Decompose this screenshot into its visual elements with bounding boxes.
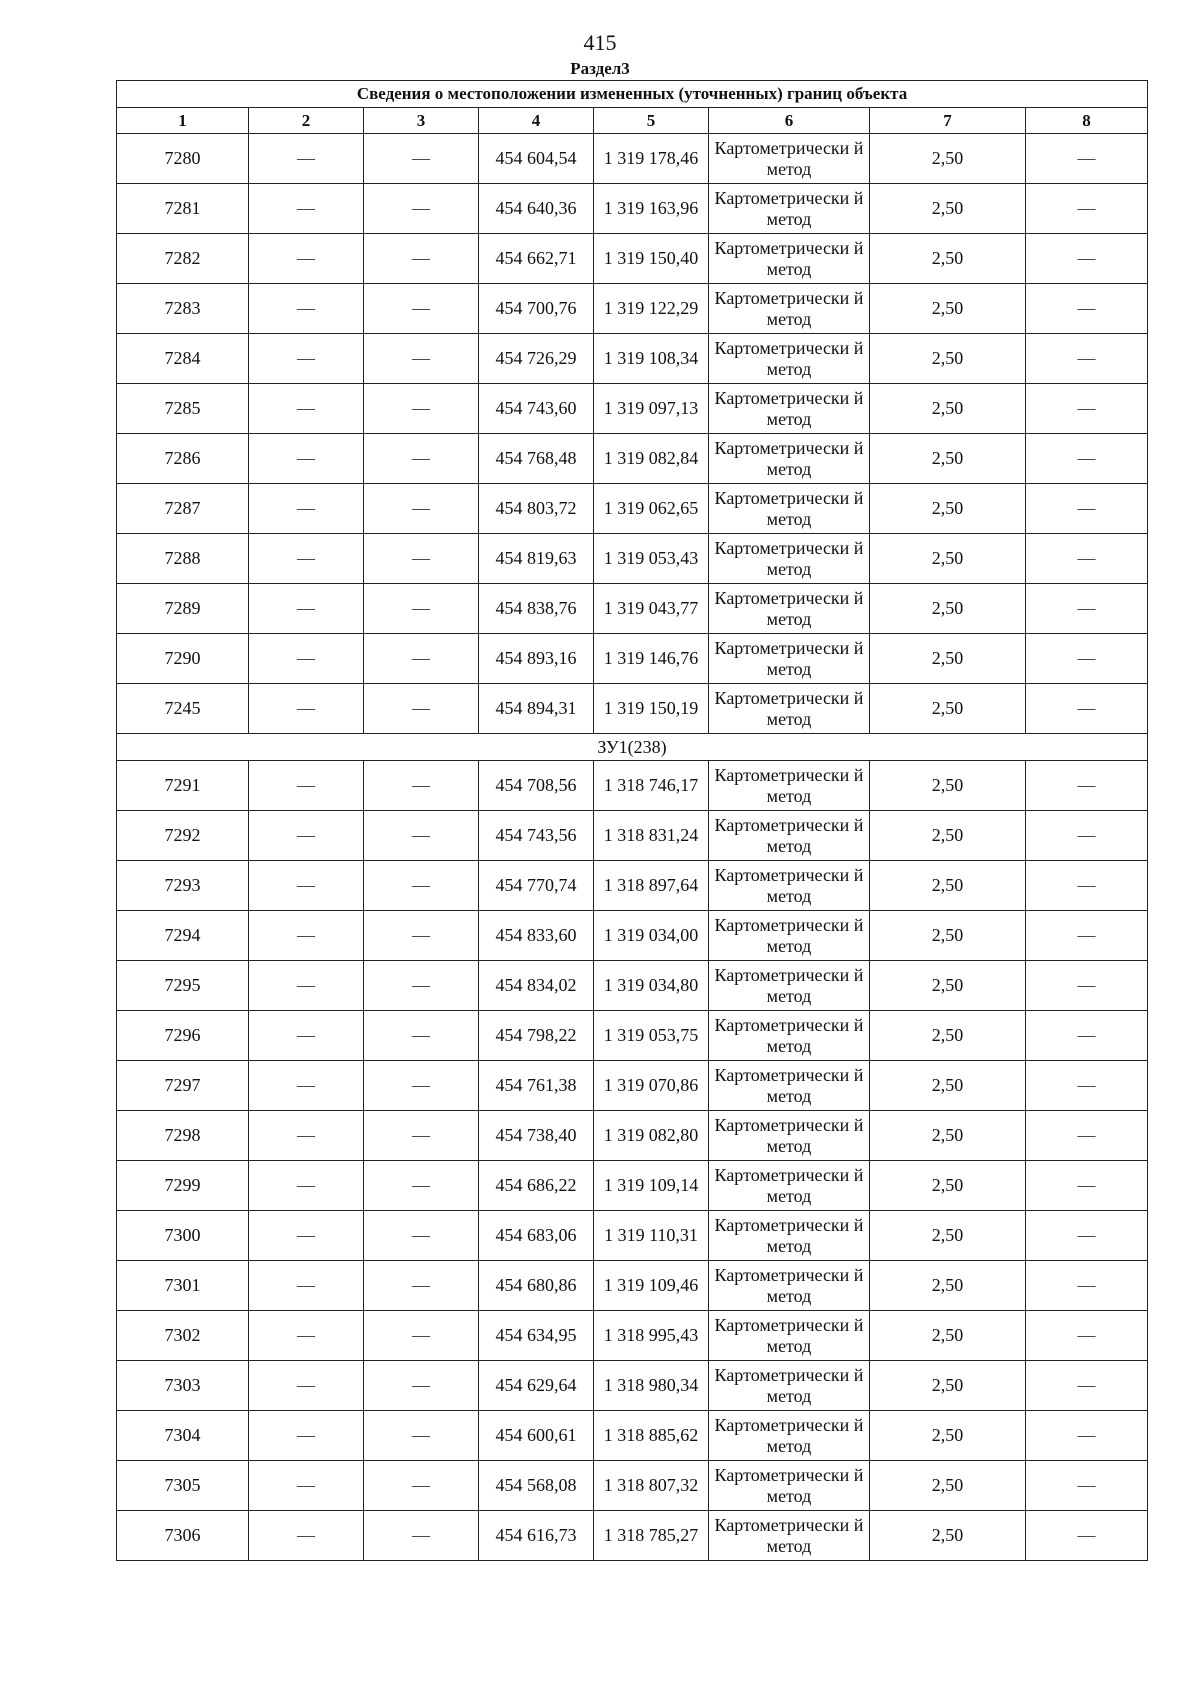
point-number-cell: 7282 bbox=[117, 234, 249, 284]
y-coordinate-cell: 1 319 150,19 bbox=[594, 684, 709, 734]
accuracy-cell: 2,50 bbox=[870, 1161, 1026, 1211]
y-coordinate-cell: 1 319 053,43 bbox=[594, 534, 709, 584]
table-row bbox=[117, 1361, 1148, 1411]
column-8-cell: — bbox=[1026, 284, 1148, 334]
accuracy-cell: 2,50 bbox=[870, 861, 1026, 911]
method-cell: Картометрически й метод bbox=[709, 484, 870, 534]
y-coordinate-cell: 1 318 785,27 bbox=[594, 1511, 709, 1561]
column-8-cell: — bbox=[1026, 861, 1148, 911]
column-3-cell: — bbox=[364, 584, 479, 634]
x-coordinate-cell: 454 894,31 bbox=[479, 684, 594, 734]
x-coordinate-cell: 454 743,60 bbox=[479, 384, 594, 434]
point-number-cell: 7299 bbox=[117, 1161, 249, 1211]
column-2-cell: — bbox=[249, 334, 364, 384]
column-8-cell: — bbox=[1026, 434, 1148, 484]
accuracy-cell: 2,50 bbox=[870, 384, 1026, 434]
x-coordinate-cell: 454 768,48 bbox=[479, 434, 594, 484]
column-3-cell: — bbox=[364, 534, 479, 584]
accuracy-cell: 2,50 bbox=[870, 1311, 1026, 1361]
accuracy-cell: 2,50 bbox=[870, 1261, 1026, 1311]
accuracy-cell: 2,50 bbox=[870, 1111, 1026, 1161]
method-cell: Картометрически й метод bbox=[709, 961, 870, 1011]
column-2-cell: — bbox=[249, 1311, 364, 1361]
point-number-cell: 7291 bbox=[117, 761, 249, 811]
method-cell: Картометрически й метод bbox=[709, 761, 870, 811]
table-row bbox=[117, 1311, 1148, 1361]
x-coordinate-cell: 454 708,56 bbox=[479, 761, 594, 811]
point-number-cell: 7293 bbox=[117, 861, 249, 911]
accuracy-cell: 2,50 bbox=[870, 1411, 1026, 1461]
column-8-cell: — bbox=[1026, 1011, 1148, 1061]
table-row bbox=[117, 234, 1148, 284]
x-coordinate-cell: 454 604,54 bbox=[479, 134, 594, 184]
table-row bbox=[117, 861, 1148, 911]
table-row bbox=[117, 1061, 1148, 1111]
table-row bbox=[117, 384, 1148, 434]
table-caption: Сведения о местоположении измененных (уточненных) границ объекта bbox=[117, 81, 1148, 108]
column-8-cell: — bbox=[1026, 1211, 1148, 1261]
column-3-cell: — bbox=[364, 811, 479, 861]
column-2-cell: — bbox=[249, 1061, 364, 1111]
method-cell: Картометрически й метод bbox=[709, 1161, 870, 1211]
column-8-cell: — bbox=[1026, 1411, 1148, 1461]
point-number-cell: 7306 bbox=[117, 1511, 249, 1561]
column-3-cell: — bbox=[364, 634, 479, 684]
y-coordinate-cell: 1 319 034,80 bbox=[594, 961, 709, 1011]
accuracy-cell: 2,50 bbox=[870, 961, 1026, 1011]
column-8-cell: — bbox=[1026, 1361, 1148, 1411]
x-coordinate-cell: 454 700,76 bbox=[479, 284, 594, 334]
column-number: 2 bbox=[249, 108, 364, 134]
point-number-cell: 7283 bbox=[117, 284, 249, 334]
y-coordinate-cell: 1 319 163,96 bbox=[594, 184, 709, 234]
y-coordinate-cell: 1 318 995,43 bbox=[594, 1311, 709, 1361]
column-3-cell: — bbox=[364, 1161, 479, 1211]
column-3-cell: — bbox=[364, 911, 479, 961]
accuracy-cell: 2,50 bbox=[870, 1061, 1026, 1111]
column-2-cell: — bbox=[249, 584, 364, 634]
column-2-cell: — bbox=[249, 761, 364, 811]
x-coordinate-cell: 454 738,40 bbox=[479, 1111, 594, 1161]
column-2-cell: — bbox=[249, 1511, 364, 1561]
table-row bbox=[117, 961, 1148, 1011]
page-number: 415 bbox=[583, 30, 617, 55]
y-coordinate-cell: 1 319 178,46 bbox=[594, 134, 709, 184]
column-3-cell: — bbox=[364, 434, 479, 484]
x-coordinate-cell: 454 726,29 bbox=[479, 334, 594, 384]
column-2-cell: — bbox=[249, 1261, 364, 1311]
column-3-cell: — bbox=[364, 861, 479, 911]
y-coordinate-cell: 1 318 980,34 bbox=[594, 1361, 709, 1411]
y-coordinate-cell: 1 319 150,40 bbox=[594, 234, 709, 284]
point-number-cell: 7281 bbox=[117, 184, 249, 234]
accuracy-cell: 2,50 bbox=[870, 634, 1026, 684]
table-row bbox=[117, 434, 1148, 484]
y-coordinate-cell: 1 319 122,29 bbox=[594, 284, 709, 334]
column-2-cell: — bbox=[249, 234, 364, 284]
x-coordinate-cell: 454 819,63 bbox=[479, 534, 594, 584]
table-row bbox=[117, 484, 1148, 534]
x-coordinate-cell: 454 833,60 bbox=[479, 911, 594, 961]
column-number: 4 bbox=[479, 108, 594, 134]
method-cell: Картометрически й метод bbox=[709, 634, 870, 684]
x-coordinate-cell: 454 568,08 bbox=[479, 1461, 594, 1511]
method-cell: Картометрически й метод bbox=[709, 811, 870, 861]
method-cell: Картометрически й метод bbox=[709, 184, 870, 234]
column-2-cell: — bbox=[249, 384, 364, 434]
method-cell: Картометрически й метод bbox=[709, 1411, 870, 1461]
table-row bbox=[117, 811, 1148, 861]
y-coordinate-cell: 1 319 070,86 bbox=[594, 1061, 709, 1111]
point-number-cell: 7296 bbox=[117, 1011, 249, 1061]
column-2-cell: — bbox=[249, 1161, 364, 1211]
method-cell: Картометрически й метод bbox=[709, 1261, 870, 1311]
point-number-cell: 7305 bbox=[117, 1461, 249, 1511]
table-caption-row bbox=[117, 81, 1148, 108]
column-2-cell: — bbox=[249, 1111, 364, 1161]
method-cell: Картометрически й метод bbox=[709, 234, 870, 284]
column-2-cell: — bbox=[249, 1011, 364, 1061]
group-label: ЗУ1(238) bbox=[117, 734, 1148, 761]
x-coordinate-cell: 454 686,22 bbox=[479, 1161, 594, 1211]
column-8-cell: — bbox=[1026, 484, 1148, 534]
column-3-cell: — bbox=[364, 1011, 479, 1061]
y-coordinate-cell: 1 319 034,00 bbox=[594, 911, 709, 961]
y-coordinate-cell: 1 319 108,34 bbox=[594, 334, 709, 384]
column-2-cell: — bbox=[249, 134, 364, 184]
column-3-cell: — bbox=[364, 1361, 479, 1411]
method-cell: Картометрически й метод bbox=[709, 1311, 870, 1361]
table-row bbox=[117, 134, 1148, 184]
column-2-cell: — bbox=[249, 534, 364, 584]
table-row bbox=[117, 1261, 1148, 1311]
column-2-cell: — bbox=[249, 861, 364, 911]
y-coordinate-cell: 1 319 109,14 bbox=[594, 1161, 709, 1211]
point-number-cell: 7302 bbox=[117, 1311, 249, 1361]
column-number: 1 bbox=[117, 108, 249, 134]
accuracy-cell: 2,50 bbox=[870, 284, 1026, 334]
point-number-cell: 7289 bbox=[117, 584, 249, 634]
x-coordinate-cell: 454 834,02 bbox=[479, 961, 594, 1011]
column-3-cell: — bbox=[364, 1211, 479, 1261]
x-coordinate-cell: 454 761,38 bbox=[479, 1061, 594, 1111]
group-row bbox=[117, 734, 1148, 761]
accuracy-cell: 2,50 bbox=[870, 684, 1026, 734]
accuracy-cell: 2,50 bbox=[870, 1461, 1026, 1511]
point-number-cell: 7294 bbox=[117, 911, 249, 961]
point-number-cell: 7303 bbox=[117, 1361, 249, 1411]
method-cell: Картометрически й метод bbox=[709, 861, 870, 911]
column-2-cell: — bbox=[249, 1361, 364, 1411]
x-coordinate-cell: 454 838,76 bbox=[479, 584, 594, 634]
column-8-cell: — bbox=[1026, 584, 1148, 634]
column-number: 3 bbox=[364, 108, 479, 134]
column-2-cell: — bbox=[249, 1461, 364, 1511]
column-8-cell: — bbox=[1026, 911, 1148, 961]
accuracy-cell: 2,50 bbox=[870, 234, 1026, 284]
column-8-cell: — bbox=[1026, 811, 1148, 861]
column-3-cell: — bbox=[364, 484, 479, 534]
point-number-cell: 7285 bbox=[117, 384, 249, 434]
method-cell: Картометрически й метод bbox=[709, 684, 870, 734]
table-row bbox=[117, 761, 1148, 811]
x-coordinate-cell: 454 662,71 bbox=[479, 234, 594, 284]
x-coordinate-cell: 454 743,56 bbox=[479, 811, 594, 861]
x-coordinate-cell: 454 683,06 bbox=[479, 1211, 594, 1261]
method-cell: Картометрически й метод bbox=[709, 334, 870, 384]
column-3-cell: — bbox=[364, 961, 479, 1011]
x-coordinate-cell: 454 629,64 bbox=[479, 1361, 594, 1411]
accuracy-cell: 2,50 bbox=[870, 1361, 1026, 1411]
method-cell: Картометрически й метод bbox=[709, 1511, 870, 1561]
column-3-cell: — bbox=[364, 1261, 479, 1311]
accuracy-cell: 2,50 bbox=[870, 761, 1026, 811]
method-cell: Картометрически й метод bbox=[709, 134, 870, 184]
accuracy-cell: 2,50 bbox=[870, 811, 1026, 861]
accuracy-cell: 2,50 bbox=[870, 1011, 1026, 1061]
point-number-cell: 7286 bbox=[117, 434, 249, 484]
accuracy-cell: 2,50 bbox=[870, 484, 1026, 534]
column-2-cell: — bbox=[249, 284, 364, 334]
accuracy-cell: 2,50 bbox=[870, 911, 1026, 961]
x-coordinate-cell: 454 680,86 bbox=[479, 1261, 594, 1311]
column-8-cell: — bbox=[1026, 1311, 1148, 1361]
x-coordinate-cell: 454 634,95 bbox=[479, 1311, 594, 1361]
column-8-cell: — bbox=[1026, 134, 1148, 184]
y-coordinate-cell: 1 319 110,31 bbox=[594, 1211, 709, 1261]
point-number-cell: 7297 bbox=[117, 1061, 249, 1111]
point-number-cell: 7287 bbox=[117, 484, 249, 534]
method-cell: Картометрически й метод bbox=[709, 434, 870, 484]
column-8-cell: — bbox=[1026, 684, 1148, 734]
table-row bbox=[117, 334, 1148, 384]
y-coordinate-cell: 1 319 043,77 bbox=[594, 584, 709, 634]
column-number: 8 bbox=[1026, 108, 1148, 134]
column-number: 6 bbox=[709, 108, 870, 134]
table-row bbox=[117, 1111, 1148, 1161]
method-cell: Картометрически й метод bbox=[709, 1461, 870, 1511]
column-8-cell: — bbox=[1026, 384, 1148, 434]
y-coordinate-cell: 1 319 082,80 bbox=[594, 1111, 709, 1161]
method-cell: Картометрически й метод bbox=[709, 1011, 870, 1061]
method-cell: Картометрически й метод bbox=[709, 384, 870, 434]
column-2-cell: — bbox=[249, 911, 364, 961]
column-number: 7 bbox=[870, 108, 1026, 134]
accuracy-cell: 2,50 bbox=[870, 184, 1026, 234]
column-3-cell: — bbox=[364, 234, 479, 284]
y-coordinate-cell: 1 318 885,62 bbox=[594, 1411, 709, 1461]
column-3-cell: — bbox=[364, 284, 479, 334]
column-3-cell: — bbox=[364, 1461, 479, 1511]
point-number-cell: 7288 bbox=[117, 534, 249, 584]
x-coordinate-cell: 454 803,72 bbox=[479, 484, 594, 534]
column-2-cell: — bbox=[249, 961, 364, 1011]
column-8-cell: — bbox=[1026, 1461, 1148, 1511]
table-row bbox=[117, 1511, 1148, 1561]
column-8-cell: — bbox=[1026, 634, 1148, 684]
accuracy-cell: 2,50 bbox=[870, 534, 1026, 584]
x-coordinate-cell: 454 798,22 bbox=[479, 1011, 594, 1061]
column-3-cell: — bbox=[364, 1411, 479, 1461]
y-coordinate-cell: 1 318 807,32 bbox=[594, 1461, 709, 1511]
column-8-cell: — bbox=[1026, 761, 1148, 811]
column-number-row bbox=[117, 108, 1148, 134]
column-8-cell: — bbox=[1026, 1511, 1148, 1561]
column-2-cell: — bbox=[249, 811, 364, 861]
point-number-cell: 7295 bbox=[117, 961, 249, 1011]
accuracy-cell: 2,50 bbox=[870, 434, 1026, 484]
method-cell: Картометрически й метод bbox=[709, 911, 870, 961]
column-8-cell: — bbox=[1026, 534, 1148, 584]
column-3-cell: — bbox=[364, 761, 479, 811]
accuracy-cell: 2,50 bbox=[870, 1511, 1026, 1561]
method-cell: Картометрически й метод bbox=[709, 584, 870, 634]
column-3-cell: — bbox=[364, 1311, 479, 1361]
column-3-cell: — bbox=[364, 1511, 479, 1561]
table-row bbox=[117, 1461, 1148, 1511]
y-coordinate-cell: 1 318 831,24 bbox=[594, 811, 709, 861]
column-2-cell: — bbox=[249, 1411, 364, 1461]
x-coordinate-cell: 454 640,36 bbox=[479, 184, 594, 234]
point-number-cell: 7290 bbox=[117, 634, 249, 684]
column-2-cell: — bbox=[249, 1211, 364, 1261]
column-2-cell: — bbox=[249, 684, 364, 734]
table-row bbox=[117, 1211, 1148, 1261]
point-number-cell: 7301 bbox=[117, 1261, 249, 1311]
table-body bbox=[117, 134, 1148, 1561]
accuracy-cell: 2,50 bbox=[870, 1211, 1026, 1261]
column-8-cell: — bbox=[1026, 1161, 1148, 1211]
x-coordinate-cell: 454 616,73 bbox=[479, 1511, 594, 1561]
column-number: 5 bbox=[594, 108, 709, 134]
method-cell: Картометрически й метод bbox=[709, 1061, 870, 1111]
table-row bbox=[117, 1011, 1148, 1061]
table-row bbox=[117, 911, 1148, 961]
section-label: Раздел3 bbox=[570, 59, 630, 78]
method-cell: Картометрически й метод bbox=[709, 284, 870, 334]
column-3-cell: — bbox=[364, 684, 479, 734]
method-cell: Картометрически й метод bbox=[709, 534, 870, 584]
x-coordinate-cell: 454 600,61 bbox=[479, 1411, 594, 1461]
table-row bbox=[117, 284, 1148, 334]
method-cell: Картометрически й метод bbox=[709, 1361, 870, 1411]
accuracy-cell: 2,50 bbox=[870, 134, 1026, 184]
table-row bbox=[117, 634, 1148, 684]
table-row bbox=[117, 534, 1148, 584]
column-8-cell: — bbox=[1026, 184, 1148, 234]
method-cell: Картометрически й метод bbox=[709, 1111, 870, 1161]
y-coordinate-cell: 1 319 053,75 bbox=[594, 1011, 709, 1061]
column-2-cell: — bbox=[249, 634, 364, 684]
y-coordinate-cell: 1 318 746,17 bbox=[594, 761, 709, 811]
table-row bbox=[117, 1411, 1148, 1461]
column-8-cell: — bbox=[1026, 234, 1148, 284]
y-coordinate-cell: 1 319 109,46 bbox=[594, 1261, 709, 1311]
column-3-cell: — bbox=[364, 184, 479, 234]
column-8-cell: — bbox=[1026, 1111, 1148, 1161]
column-2-cell: — bbox=[249, 484, 364, 534]
y-coordinate-cell: 1 319 082,84 bbox=[594, 434, 709, 484]
method-cell: Картометрически й метод bbox=[709, 1211, 870, 1261]
column-8-cell: — bbox=[1026, 1261, 1148, 1311]
table-row bbox=[117, 584, 1148, 634]
column-2-cell: — bbox=[249, 184, 364, 234]
column-8-cell: — bbox=[1026, 1061, 1148, 1111]
accuracy-cell: 2,50 bbox=[870, 334, 1026, 384]
table-row bbox=[117, 684, 1148, 734]
column-2-cell: — bbox=[249, 434, 364, 484]
column-3-cell: — bbox=[364, 134, 479, 184]
point-number-cell: 7304 bbox=[117, 1411, 249, 1461]
point-number-cell: 7300 bbox=[117, 1211, 249, 1261]
coordinates-table bbox=[116, 80, 1148, 1561]
point-number-cell: 7298 bbox=[117, 1111, 249, 1161]
column-8-cell: — bbox=[1026, 334, 1148, 384]
point-number-cell: 7292 bbox=[117, 811, 249, 861]
y-coordinate-cell: 1 318 897,64 bbox=[594, 861, 709, 911]
point-number-cell: 7245 bbox=[117, 684, 249, 734]
x-coordinate-cell: 454 893,16 bbox=[479, 634, 594, 684]
x-coordinate-cell: 454 770,74 bbox=[479, 861, 594, 911]
table-row bbox=[117, 184, 1148, 234]
column-3-cell: — bbox=[364, 1111, 479, 1161]
accuracy-cell: 2,50 bbox=[870, 584, 1026, 634]
y-coordinate-cell: 1 319 062,65 bbox=[594, 484, 709, 534]
column-8-cell: — bbox=[1026, 961, 1148, 1011]
table-row bbox=[117, 1161, 1148, 1211]
y-coordinate-cell: 1 319 146,76 bbox=[594, 634, 709, 684]
point-number-cell: 7284 bbox=[117, 334, 249, 384]
y-coordinate-cell: 1 319 097,13 bbox=[594, 384, 709, 434]
column-3-cell: — bbox=[364, 1061, 479, 1111]
column-3-cell: — bbox=[364, 384, 479, 434]
point-number-cell: 7280 bbox=[117, 134, 249, 184]
column-3-cell: — bbox=[364, 334, 479, 384]
